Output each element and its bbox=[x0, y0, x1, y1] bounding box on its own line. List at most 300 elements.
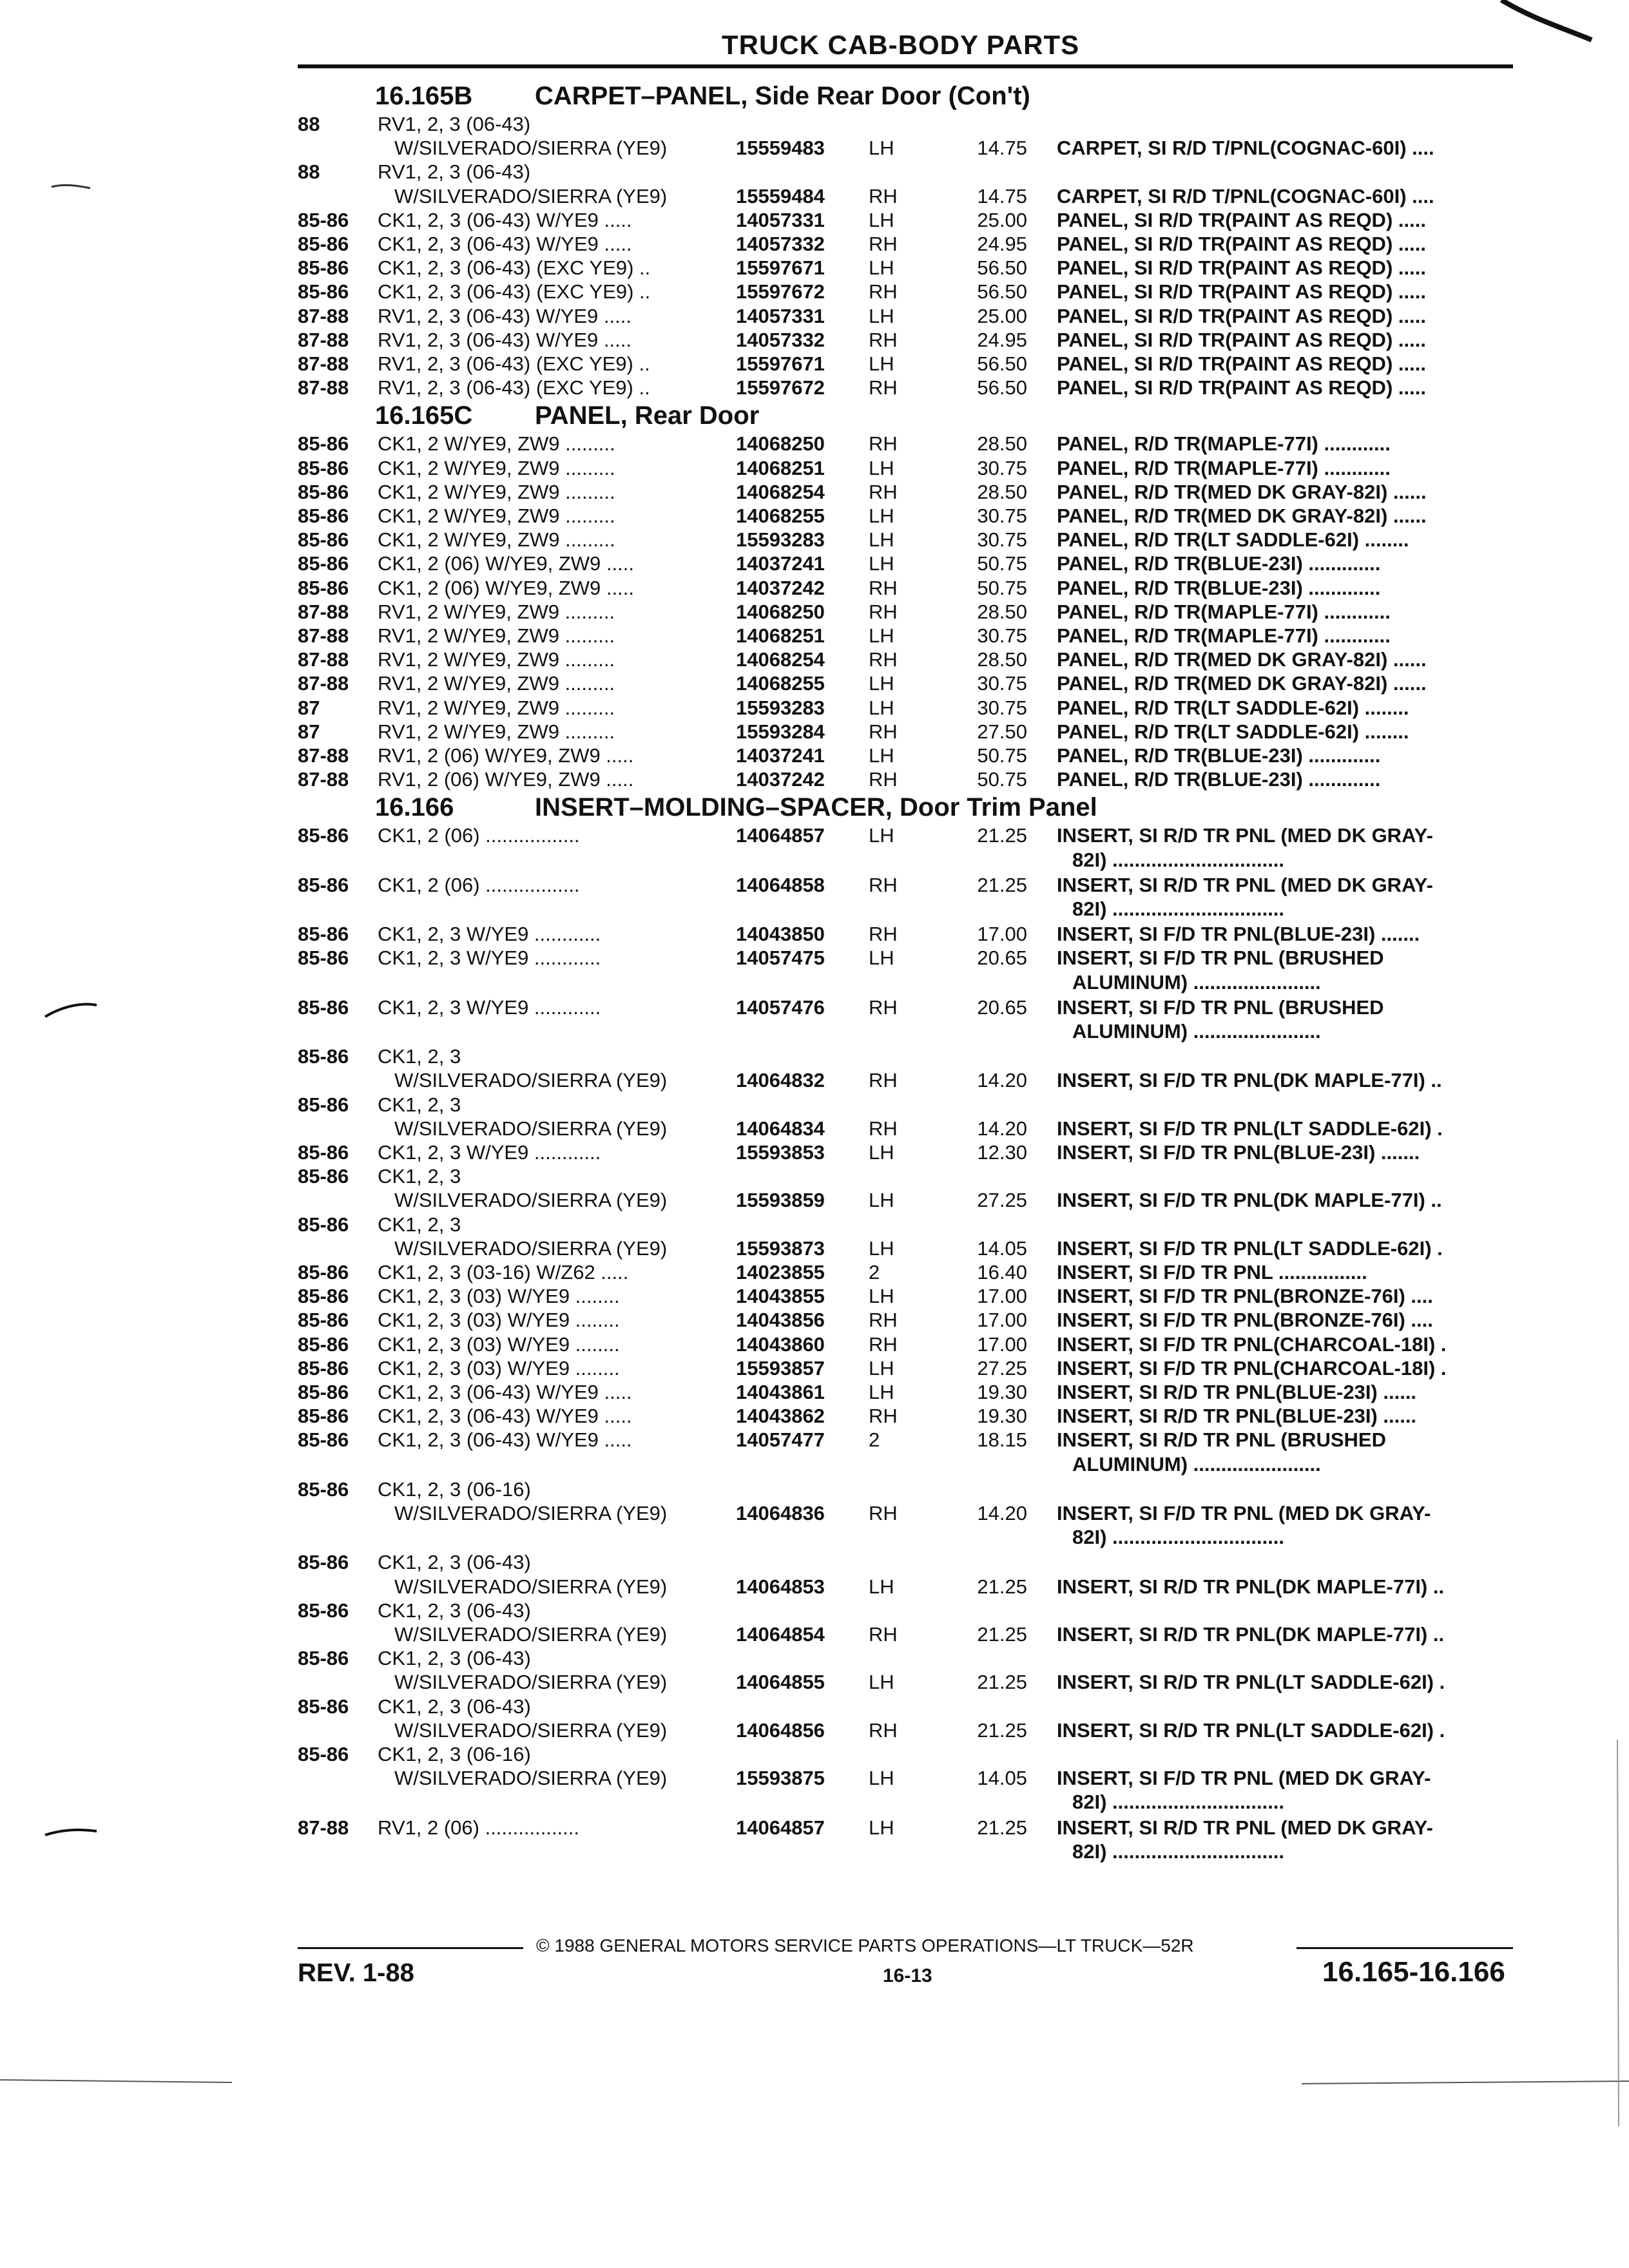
quantity: LH bbox=[869, 1189, 894, 1212]
model-year: 85-86 bbox=[298, 208, 349, 231]
model-application: RV1, 2, 3 (06-43) bbox=[378, 160, 531, 184]
table-row bbox=[0, 208, 1547, 233]
part-number: 14043850 bbox=[736, 923, 825, 946]
part-description: PANEL, R/D TR(BLUE-23I) ............. bbox=[1057, 744, 1381, 767]
price: 30.75 bbox=[977, 528, 1027, 552]
model-year: 85-86 bbox=[298, 256, 349, 280]
table-row bbox=[0, 328, 1547, 352]
model-year: 87-88 bbox=[298, 744, 349, 767]
part-number: 14057475 bbox=[736, 947, 825, 970]
model-year: 87 bbox=[298, 696, 320, 719]
part-number: 14043861 bbox=[736, 1381, 825, 1403]
footer-rule-left bbox=[298, 1947, 523, 1949]
model-year: 87-88 bbox=[298, 376, 349, 399]
part-number: 14043855 bbox=[736, 1285, 825, 1308]
part-description: INSERT, SI F/D TR PNL(CHARCOAL-18I) . bbox=[1057, 1356, 1447, 1379]
part-number: 14043862 bbox=[736, 1405, 825, 1428]
model-application: CK1, 2, 3 (03) W/YE9 ........ bbox=[378, 1285, 620, 1308]
quantity: RH bbox=[869, 873, 898, 896]
part-description-continued: 82I) ............................... bbox=[1072, 898, 1285, 920]
model-year: 87-88 bbox=[298, 768, 349, 791]
part-number: 15593283 bbox=[736, 696, 825, 719]
quantity: RH bbox=[869, 480, 898, 503]
table-row bbox=[0, 995, 1547, 1020]
model-application: CK1, 2 W/YE9, ZW9 ......... bbox=[378, 432, 615, 456]
price: 28.50 bbox=[977, 432, 1027, 456]
price: 17.00 bbox=[977, 1309, 1027, 1332]
price: 21.25 bbox=[977, 1575, 1027, 1598]
model-application: CK1, 2, 3 (06-43) bbox=[378, 1647, 531, 1670]
part-number: 14064858 bbox=[736, 873, 825, 896]
table-row bbox=[0, 1525, 1547, 1550]
model-application: CK1, 2 (06) W/YE9, ZW9 ..... bbox=[378, 552, 634, 575]
table-row bbox=[0, 480, 1547, 505]
quantity: RH bbox=[869, 720, 898, 743]
table-row bbox=[0, 767, 1547, 792]
part-number: 15593283 bbox=[736, 528, 825, 552]
price: 50.75 bbox=[977, 552, 1027, 575]
model-year: 85-86 bbox=[298, 1332, 349, 1356]
part-description: PANEL, R/D TR(BLUE-23I) ............. bbox=[1057, 576, 1381, 599]
quantity: LH bbox=[869, 947, 894, 970]
page-title: TRUCK CAB-BODY PARTS bbox=[722, 30, 1080, 60]
part-number: 14057331 bbox=[736, 208, 825, 231]
quantity: RH bbox=[869, 1623, 898, 1646]
quantity: LH bbox=[869, 528, 894, 552]
quantity: LH bbox=[869, 1671, 894, 1694]
model-year: 85-86 bbox=[298, 1695, 349, 1718]
part-number: 14064834 bbox=[736, 1117, 825, 1140]
quantity: LH bbox=[869, 624, 894, 647]
model-application: W/SILVERADO/SIERRA (YE9) bbox=[394, 1575, 668, 1598]
part-description: PANEL, R/D TR(LT SADDLE-62I) ........ bbox=[1057, 528, 1409, 552]
part-number: 14037241 bbox=[736, 744, 825, 767]
model-year: 85-86 bbox=[298, 432, 349, 456]
table-row bbox=[0, 1093, 1547, 1117]
table-row bbox=[0, 848, 1547, 872]
part-description-continued: 82I) ............................... bbox=[1072, 1840, 1285, 1863]
price: 19.30 bbox=[977, 1405, 1027, 1428]
model-application: RV1, 2 W/YE9, ZW9 ......... bbox=[378, 672, 615, 695]
quantity: RH bbox=[869, 1502, 898, 1524]
price: 24.95 bbox=[977, 233, 1027, 255]
part-number: 14023855 bbox=[736, 1261, 825, 1283]
part-number: 15597671 bbox=[736, 352, 825, 375]
table-row bbox=[0, 456, 1547, 481]
quantity: 2 bbox=[869, 1428, 880, 1452]
footer-section-reference: 16.165-16.166 bbox=[1322, 1956, 1505, 1988]
model-application: CK1, 2, 3 (03) W/YE9 ........ bbox=[378, 1332, 620, 1356]
footer-page-number: 16-13 bbox=[883, 1965, 932, 1986]
price: 19.30 bbox=[977, 1381, 1027, 1403]
model-application: W/SILVERADO/SIERRA (YE9) bbox=[394, 184, 668, 207]
part-description: PANEL, R/D TR(MAPLE-77I) ............ bbox=[1057, 624, 1391, 647]
price: 14.20 bbox=[977, 1502, 1027, 1524]
part-number: 15593873 bbox=[736, 1236, 825, 1260]
model-application: CK1, 2, 3 (06-43) (EXC YE9) .. bbox=[378, 256, 651, 280]
table-row bbox=[0, 1284, 1547, 1309]
table-row bbox=[0, 1356, 1547, 1381]
part-description: PANEL, SI R/D TR(PAINT AS REQD) ..... bbox=[1057, 208, 1426, 231]
table-row bbox=[0, 1068, 1547, 1093]
price: 25.00 bbox=[977, 208, 1027, 231]
price: 20.65 bbox=[977, 995, 1027, 1019]
model-year: 85-86 bbox=[298, 1551, 349, 1574]
section-title: PANEL, Rear Door bbox=[535, 401, 760, 430]
table-row bbox=[0, 1670, 1547, 1695]
section-title: INSERT–MOLDING–SPACER, Door Trim Panel bbox=[535, 793, 1097, 822]
table-row bbox=[0, 624, 1547, 648]
quantity: RH bbox=[869, 995, 898, 1019]
quantity: RH bbox=[869, 233, 898, 255]
part-description: PANEL, R/D TR(MED DK GRAY-82I) ...... bbox=[1057, 480, 1427, 503]
table-row bbox=[0, 946, 1547, 970]
part-description: INSERT, SI R/D TR PNL (MED DK GRAY- bbox=[1057, 873, 1433, 896]
table-row bbox=[0, 504, 1547, 528]
part-number: 14057332 bbox=[736, 233, 825, 255]
quantity: 2 bbox=[869, 1261, 880, 1283]
price: 30.75 bbox=[977, 505, 1027, 527]
model-application: CK1, 2, 3 (06-43) W/YE9 ..... bbox=[378, 1405, 632, 1428]
table-row bbox=[0, 1117, 1547, 1141]
table-row bbox=[0, 1404, 1547, 1428]
model-year: 85-86 bbox=[298, 1093, 349, 1116]
part-description: CARPET, SI R/D T/PNL(COGNAC-60I) .... bbox=[1057, 137, 1434, 160]
table-row bbox=[0, 256, 1547, 280]
quantity: RH bbox=[869, 432, 898, 456]
part-number: 14068255 bbox=[736, 672, 825, 695]
model-year: 85-86 bbox=[298, 1165, 349, 1188]
part-number: 14064832 bbox=[736, 1069, 825, 1092]
part-description: PANEL, SI R/D TR(PAINT AS REQD) ..... bbox=[1057, 352, 1426, 375]
price: 28.50 bbox=[977, 648, 1027, 671]
price: 20.65 bbox=[977, 947, 1027, 970]
model-year: 85-86 bbox=[298, 1309, 349, 1332]
quantity: LH bbox=[869, 1285, 894, 1308]
price: 16.40 bbox=[977, 1261, 1027, 1283]
part-description-continued: 82I) ............................... bbox=[1072, 848, 1285, 871]
quantity: LH bbox=[869, 1236, 894, 1260]
price: 21.25 bbox=[977, 1623, 1027, 1646]
part-description: INSERT, SI F/D TR PNL(CHARCOAL-18I) . bbox=[1057, 1332, 1447, 1356]
model-application: CK1, 2, 3 bbox=[378, 1165, 461, 1188]
quantity: RH bbox=[869, 376, 898, 399]
price: 21.25 bbox=[977, 824, 1027, 847]
footer-revision: REV. 1-88 bbox=[298, 1959, 414, 1987]
model-year: 87-88 bbox=[298, 672, 349, 695]
part-number: 14068255 bbox=[736, 505, 825, 527]
part-description: PANEL, SI R/D TR(PAINT AS REQD) ..... bbox=[1057, 328, 1426, 351]
section-number: 16.166 bbox=[375, 793, 454, 822]
model-year: 88 bbox=[298, 113, 320, 135]
part-number: 14057331 bbox=[736, 304, 825, 327]
model-year: 85-86 bbox=[298, 1477, 349, 1501]
model-year: 85-86 bbox=[298, 947, 349, 970]
part-number: 14064836 bbox=[736, 1502, 825, 1524]
price: 50.75 bbox=[977, 768, 1027, 791]
table-row bbox=[0, 184, 1547, 209]
table-row bbox=[0, 304, 1547, 329]
model-year: 87-88 bbox=[298, 352, 349, 375]
part-number: 15597672 bbox=[736, 280, 825, 303]
part-description: PANEL, R/D TR(MED DK GRAY-82I) ...... bbox=[1057, 672, 1427, 695]
part-number: 14068250 bbox=[736, 432, 825, 456]
header-rule bbox=[298, 64, 1513, 68]
price: 14.75 bbox=[977, 137, 1027, 160]
part-description: PANEL, SI R/D TR(PAINT AS REQD) ..... bbox=[1057, 304, 1426, 327]
model-application: W/SILVERADO/SIERRA (YE9) bbox=[394, 1767, 668, 1790]
table-row bbox=[0, 823, 1547, 848]
quantity: RH bbox=[869, 648, 898, 671]
model-year: 87-88 bbox=[298, 624, 349, 647]
part-description: INSERT, SI F/D TR PNL(BLUE-23I) ....... bbox=[1057, 923, 1420, 946]
part-number: 14037242 bbox=[736, 768, 825, 791]
quantity: LH bbox=[869, 505, 894, 527]
table-row bbox=[0, 671, 1547, 696]
footer-copyright: © 1988 GENERAL MOTORS SERVICE PARTS OPERATIONS—LT TRUCK—52R bbox=[536, 1936, 1194, 1956]
model-application: RV1, 2 W/YE9, ZW9 ......... bbox=[378, 720, 615, 743]
part-description: PANEL, R/D TR(MED DK GRAY-82I) ...... bbox=[1057, 648, 1427, 671]
model-application: CK1, 2, 3 (03) W/YE9 ........ bbox=[378, 1309, 620, 1332]
section-number: 16.165C bbox=[375, 401, 473, 430]
price: 50.75 bbox=[977, 744, 1027, 767]
model-application: CK1, 2, 3 (06-43) W/YE9 ..... bbox=[378, 1428, 632, 1452]
price: 12.30 bbox=[977, 1141, 1027, 1164]
quantity: LH bbox=[869, 1356, 894, 1379]
model-application: RV1, 2 (06) ................. bbox=[378, 1816, 579, 1839]
table-row bbox=[0, 1766, 1547, 1791]
part-description: INSERT, SI R/D TR PNL(BLUE-23I) ...... bbox=[1057, 1381, 1417, 1403]
model-application: CK1, 2 W/YE9, ZW9 ......... bbox=[378, 528, 615, 552]
quantity: RH bbox=[869, 923, 898, 946]
model-application: W/SILVERADO/SIERRA (YE9) bbox=[394, 1069, 668, 1092]
table-row bbox=[0, 1019, 1547, 1044]
model-application: W/SILVERADO/SIERRA (YE9) bbox=[394, 1236, 668, 1260]
price: 30.75 bbox=[977, 456, 1027, 479]
table-row bbox=[0, 552, 1547, 576]
part-description: INSERT, SI R/D TR PNL (BRUSHED bbox=[1057, 1428, 1386, 1452]
model-year: 85-86 bbox=[298, 1743, 349, 1765]
model-application: RV1, 2 W/YE9, ZW9 ......... bbox=[378, 696, 615, 719]
table-row bbox=[0, 720, 1547, 744]
price: 56.50 bbox=[977, 280, 1027, 303]
model-year: 85-86 bbox=[298, 480, 349, 503]
part-description: CARPET, SI R/D T/PNL(COGNAC-60I) .... bbox=[1057, 184, 1434, 207]
table-row bbox=[0, 1550, 1547, 1575]
quantity: LH bbox=[869, 456, 894, 479]
price: 21.25 bbox=[977, 1671, 1027, 1694]
part-description: INSERT, SI R/D TR PNL(DK MAPLE-77I) .. bbox=[1057, 1623, 1445, 1646]
table-row bbox=[0, 280, 1547, 304]
table-row bbox=[0, 1599, 1547, 1623]
part-description: INSERT, SI F/D TR PNL (BRUSHED bbox=[1057, 995, 1384, 1019]
quantity: RH bbox=[869, 1718, 898, 1742]
table-row bbox=[0, 576, 1547, 601]
model-year: 87 bbox=[298, 720, 320, 743]
table-row bbox=[0, 528, 1547, 552]
part-number: 14064854 bbox=[736, 1623, 825, 1646]
model-year: 85-86 bbox=[298, 1213, 349, 1236]
model-year: 85-86 bbox=[298, 576, 349, 599]
price: 21.25 bbox=[977, 1816, 1027, 1839]
model-application: CK1, 2, 3 W/YE9 ............ bbox=[378, 947, 601, 970]
footer-rule-right bbox=[1296, 1947, 1513, 1949]
model-application: CK1, 2, 3 bbox=[378, 1045, 461, 1068]
table-row bbox=[0, 1646, 1547, 1671]
part-description: INSERT, SI R/D TR PNL (MED DK GRAY- bbox=[1057, 824, 1433, 847]
part-number: 14057332 bbox=[736, 328, 825, 351]
part-number: 14037242 bbox=[736, 576, 825, 599]
model-application: W/SILVERADO/SIERRA (YE9) bbox=[394, 1623, 668, 1646]
part-number: 15593875 bbox=[736, 1767, 825, 1790]
table-row bbox=[0, 1477, 1547, 1502]
table-row bbox=[0, 232, 1547, 256]
model-application: CK1, 2 (06) ................. bbox=[378, 873, 580, 896]
part-number: 14064857 bbox=[736, 824, 825, 847]
quantity: RH bbox=[869, 600, 898, 623]
model-year: 87-88 bbox=[298, 328, 349, 351]
model-year: 87-88 bbox=[298, 600, 349, 623]
part-description: PANEL, SI R/D TR(PAINT AS REQD) ..... bbox=[1057, 376, 1426, 399]
part-description: PANEL, R/D TR(MED DK GRAY-82I) ...... bbox=[1057, 505, 1427, 527]
table-row bbox=[0, 376, 1547, 400]
table-row bbox=[0, 1308, 1547, 1332]
table-row bbox=[0, 1260, 1547, 1285]
price: 21.25 bbox=[977, 873, 1027, 896]
quantity: LH bbox=[869, 1575, 894, 1598]
model-application: W/SILVERADO/SIERRA (YE9) bbox=[394, 1117, 668, 1140]
part-description-continued: ALUMINUM) ....................... bbox=[1072, 1020, 1321, 1043]
part-description: INSERT, SI R/D TR PNL (MED DK GRAY- bbox=[1057, 1816, 1433, 1839]
quantity: LH bbox=[869, 1767, 894, 1790]
model-application: CK1, 2, 3 W/YE9 ............ bbox=[378, 1141, 601, 1164]
quantity: RH bbox=[869, 768, 898, 791]
part-description: PANEL, SI R/D TR(PAINT AS REQD) ..... bbox=[1057, 256, 1426, 280]
price: 14.75 bbox=[977, 184, 1027, 207]
part-description: INSERT, SI F/D TR PNL ................ bbox=[1057, 1261, 1367, 1283]
quantity: RH bbox=[869, 1117, 898, 1140]
price: 25.00 bbox=[977, 304, 1027, 327]
part-description: INSERT, SI R/D TR PNL(DK MAPLE-77I) .. bbox=[1057, 1575, 1445, 1598]
part-description: INSERT, SI F/D TR PNL(BRONZE-76I) .... bbox=[1057, 1285, 1433, 1308]
table-row bbox=[0, 600, 1547, 624]
table-row bbox=[0, 1332, 1547, 1357]
model-application: W/SILVERADO/SIERRA (YE9) bbox=[394, 1671, 668, 1694]
model-year: 85-86 bbox=[298, 995, 349, 1019]
table-row bbox=[0, 1428, 1547, 1452]
part-description: PANEL, R/D TR(LT SADDLE-62I) ........ bbox=[1057, 720, 1409, 743]
model-year: 88 bbox=[298, 160, 320, 184]
model-application: CK1, 2, 3 (06-43) W/YE9 ..... bbox=[378, 1381, 632, 1403]
part-description: PANEL, R/D TR(MAPLE-77I) ............ bbox=[1057, 432, 1391, 456]
model-application: RV1, 2, 3 (06-43) (EXC YE9) .. bbox=[378, 376, 650, 399]
price: 14.20 bbox=[977, 1069, 1027, 1092]
part-number: 14043860 bbox=[736, 1332, 825, 1356]
table-row bbox=[0, 1816, 1547, 1840]
table-row bbox=[0, 696, 1547, 720]
section-title: CARPET–PANEL, Side Rear Door (Con't) bbox=[535, 82, 1030, 110]
model-year: 87-88 bbox=[298, 1816, 349, 1839]
table-row bbox=[0, 160, 1547, 184]
table-row bbox=[0, 352, 1547, 376]
table-row bbox=[0, 136, 1547, 160]
table-row bbox=[0, 1452, 1547, 1477]
price: 28.50 bbox=[977, 480, 1027, 503]
price: 30.75 bbox=[977, 696, 1027, 719]
quantity: LH bbox=[869, 352, 894, 375]
price: 17.00 bbox=[977, 923, 1027, 946]
model-year: 85-86 bbox=[298, 552, 349, 575]
model-year: 85-86 bbox=[298, 1428, 349, 1452]
part-number: 15597671 bbox=[736, 256, 825, 280]
model-year: 85-86 bbox=[298, 923, 349, 946]
model-application: RV1, 2, 3 (06-43) (EXC YE9) .. bbox=[378, 352, 650, 375]
model-application: CK1, 2 W/YE9, ZW9 ......... bbox=[378, 456, 615, 479]
table-row bbox=[0, 1695, 1547, 1719]
model-application: CK1, 2, 3 (06-43) (EXC YE9) .. bbox=[378, 280, 651, 303]
part-description: INSERT, SI F/D TR PNL (BRUSHED bbox=[1057, 947, 1384, 970]
price: 56.50 bbox=[977, 376, 1027, 399]
quantity: LH bbox=[869, 304, 894, 327]
part-number: 14037241 bbox=[736, 552, 825, 575]
price: 56.50 bbox=[977, 256, 1027, 280]
quantity: LH bbox=[869, 696, 894, 719]
table-row bbox=[0, 432, 1547, 456]
table-row bbox=[0, 1790, 1547, 1814]
table-row bbox=[0, 1380, 1547, 1405]
quantity: LH bbox=[869, 1381, 894, 1403]
quantity: LH bbox=[869, 552, 894, 575]
table-row bbox=[0, 1188, 1547, 1213]
part-number: 14057476 bbox=[736, 995, 825, 1019]
part-description: PANEL, R/D TR(BLUE-23I) ............. bbox=[1057, 552, 1381, 575]
model-year: 85-86 bbox=[298, 233, 349, 255]
model-application: CK1, 2, 3 (06-43) bbox=[378, 1599, 531, 1622]
price: 14.05 bbox=[977, 1767, 1027, 1790]
part-number: 14068251 bbox=[736, 456, 825, 479]
part-description: INSERT, SI F/D TR PNL(DK MAPLE-77I) .. bbox=[1057, 1189, 1442, 1212]
part-number: 14064853 bbox=[736, 1575, 825, 1598]
model-year: 87-88 bbox=[298, 648, 349, 671]
part-description: INSERT, SI F/D TR PNL(DK MAPLE-77I) .. bbox=[1057, 1069, 1442, 1092]
model-application: W/SILVERADO/SIERRA (YE9) bbox=[394, 137, 668, 160]
model-application: CK1, 2 W/YE9, ZW9 ......... bbox=[378, 505, 615, 527]
model-application: CK1, 2, 3 (06-43) bbox=[378, 1695, 531, 1718]
part-description: INSERT, SI R/D TR PNL(LT SADDLE-62I) . bbox=[1057, 1671, 1445, 1694]
part-description: INSERT, SI R/D TR PNL(BLUE-23I) ...... bbox=[1057, 1405, 1417, 1428]
table-row bbox=[0, 1575, 1547, 1599]
price: 17.00 bbox=[977, 1285, 1027, 1308]
price: 30.75 bbox=[977, 672, 1027, 695]
table-row bbox=[0, 1622, 1547, 1647]
model-year: 85-86 bbox=[298, 1405, 349, 1428]
model-application: RV1, 2, 3 (06-43) W/YE9 ..... bbox=[378, 328, 631, 351]
quantity: LH bbox=[869, 1816, 894, 1839]
table-row bbox=[0, 112, 1547, 137]
part-description: INSERT, SI F/D TR PNL (MED DK GRAY- bbox=[1057, 1767, 1431, 1790]
table-row bbox=[0, 1044, 1547, 1069]
model-year: 85-86 bbox=[298, 1141, 349, 1164]
section-number: 16.165B bbox=[375, 82, 473, 110]
part-number: 15593853 bbox=[736, 1141, 825, 1164]
model-year: 85-86 bbox=[298, 1261, 349, 1283]
quantity: LH bbox=[869, 256, 894, 280]
part-description: INSERT, SI F/D TR PNL(BRONZE-76I) .... bbox=[1057, 1309, 1433, 1332]
part-description: INSERT, SI F/D TR PNL (MED DK GRAY- bbox=[1057, 1502, 1431, 1524]
price: 30.75 bbox=[977, 624, 1027, 647]
part-number: 14057477 bbox=[736, 1428, 825, 1452]
quantity: RH bbox=[869, 1309, 898, 1332]
